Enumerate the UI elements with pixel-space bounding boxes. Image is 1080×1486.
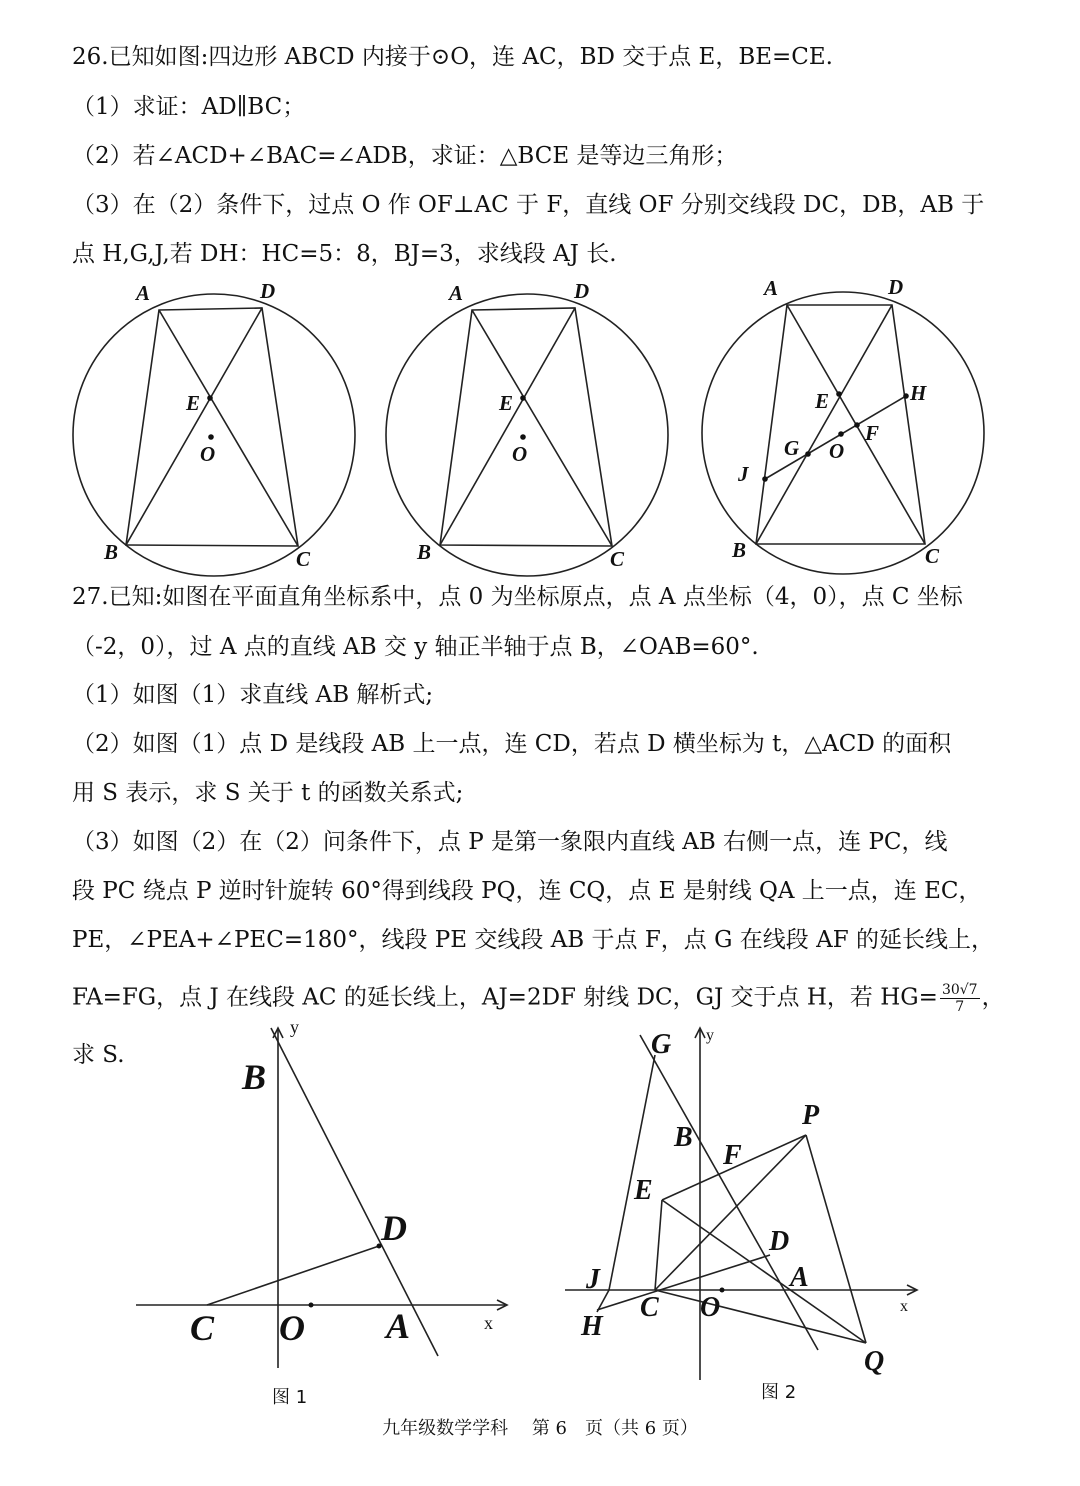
fig2-label-h: H (581, 1311, 603, 1342)
label-c-2: C (610, 547, 625, 571)
fig2-segment-pq (806, 1135, 866, 1343)
fig1-label-a: A (386, 1306, 411, 1346)
label-e-3: E (815, 389, 830, 413)
point-o-2 (520, 434, 526, 440)
label-o-3: O (829, 439, 845, 463)
fig1-unit-mark (309, 1303, 314, 1308)
quad-abcd-3 (756, 305, 925, 544)
fig1-label-b: B (242, 1057, 267, 1097)
point-e-1 (207, 395, 213, 401)
label-c-1: C (296, 547, 311, 571)
label-a-2: A (449, 281, 464, 305)
fig2-label-e: E (634, 1175, 653, 1206)
label-o-2: O (512, 442, 528, 466)
label-g-3: G (784, 436, 800, 460)
fig2-segment-ec (655, 1200, 662, 1290)
label-h-3: H (910, 381, 927, 405)
quad-abcd-2 (440, 308, 612, 546)
fig2-caption: 图 2 (761, 1382, 797, 1403)
q27-part3a: （3）如图（2）在（2）问条件下，点 P 是第一象限内直线 AB 右侧一点，连 PC，线 (72, 829, 948, 855)
fig2-label-q: Q (864, 1346, 885, 1377)
fig2-label-p: P (802, 1100, 820, 1131)
fig2-label-f: F (723, 1140, 742, 1171)
label-e-2: E (499, 391, 514, 415)
label-a-3: A (764, 276, 779, 300)
fig1-caption: 图 1 (272, 1387, 308, 1408)
q27-part3e: 求 S. (72, 1042, 125, 1068)
q27-part1: （1）如图（1）求直线 AB 解析式; (72, 682, 434, 708)
fig1-label-y: y (290, 1017, 299, 1037)
circle-1 (73, 294, 355, 576)
fig2-segment-eq (662, 1200, 866, 1343)
hg-denominator: 7 (955, 999, 965, 1015)
fig2-label-y: y (706, 1027, 714, 1044)
fig1-line-ab (271, 1028, 438, 1356)
label-a-1: A (136, 281, 151, 305)
fig2-label-a: A (790, 1262, 809, 1293)
q26-part1: （1）求证：AD∥BC； (72, 94, 306, 120)
circle-2 (386, 294, 668, 576)
quad-abcd-1 (126, 308, 298, 546)
label-b-3: B (732, 538, 747, 562)
fig2-segment-gj (609, 1055, 655, 1290)
fig2-ray-dc (597, 1255, 770, 1310)
label-o-1: O (200, 442, 216, 466)
fig2-label-g: G (651, 1029, 672, 1060)
q27-stem-b: （-2，0），过 A 点的直线 AB 交 y 轴正半轴于点 B，∠OAB=60°. (72, 634, 759, 660)
diag-ac-1 (159, 310, 298, 546)
hg-numerator: 30√7 (941, 982, 978, 998)
q26-part2: （2）若∠ACD+∠BAC=∠ADB，求证：△BCE 是等边三角形； (72, 143, 738, 169)
label-d-1: D (260, 279, 276, 303)
label-c-3: C (925, 544, 940, 568)
diag-bd-2 (440, 308, 575, 545)
point-o-3 (838, 431, 844, 437)
fig1-segment-cd (207, 1246, 379, 1305)
label-j-3: J (738, 462, 749, 486)
fig1-label-c: C (190, 1308, 215, 1348)
fig2-line-ab (640, 1035, 818, 1350)
fig2-unit-mark (720, 1288, 725, 1293)
fig2-label-o: O (700, 1292, 721, 1323)
point-o-1 (208, 434, 214, 440)
label-e-1: E (186, 391, 201, 415)
diag-bd-1 (126, 308, 262, 545)
q27-part3c: PE，∠PEA+∠PEC=180°，线段 PE 交线段 AB 于点 F，点 G 在线段 AF 的延长线上， (72, 927, 994, 953)
fig2-label-b: B (674, 1122, 693, 1153)
q27-part3d-end: ， (981, 984, 1005, 1011)
fig2-label-x: x (900, 1298, 908, 1315)
fig1-label-d: D (381, 1208, 407, 1248)
q26-part3a: （3）在（2）条件下，过点 O 作 OF⊥AC 于 F，直线 OF 分别交线段 DC，DB，AB 于 (72, 192, 985, 218)
q27-stem-a: 27.已知:如图在平面直角坐标系中，点 0 为坐标原点，点 A 点坐标（4，0），点 C 坐标 (72, 584, 963, 610)
q27-part2b: 用 S 表示，求 S 关于 t 的函数关系式; (72, 780, 464, 806)
label-d-3: D (888, 275, 904, 299)
q27-part2a: （2）如图（1）点 D 是线段 AB 上一点，连 CD，若点 D 横坐标为 t，△ACD 的面积 (72, 731, 952, 757)
fig2-label-c: C (640, 1292, 659, 1323)
diag-ac-2 (472, 310, 612, 546)
label-d-2: D (574, 279, 590, 303)
fig2-label-j: J (586, 1264, 600, 1295)
fig2-segment-cq (655, 1290, 866, 1343)
q26-part3b: 点 H,G,J,若 DH：HC=5：8，BJ=3，求线段 AJ 长. (72, 241, 617, 267)
q27-part3b: 段 PC 绕点 P 逆时针旋转 60°得到线段 PQ，连 CQ，点 E 是射线 QA 上一点，连 EC， (72, 878, 982, 904)
fig2-label-d: D (769, 1226, 790, 1257)
point-e-3 (836, 391, 842, 397)
fig1-label-o: O (279, 1308, 305, 1348)
q27-part3d-text: FA=FG，点 J 在线段 AC 的延长线上，AJ=2DF 射线 DC，GJ 交于点 H，若 HG= (72, 984, 938, 1011)
point-e-2 (520, 395, 526, 401)
point-g-3 (805, 451, 811, 457)
label-b-1: B (104, 540, 119, 564)
point-j-3 (762, 476, 768, 482)
label-f-3: F (865, 421, 880, 445)
fig1-label-x: x (484, 1313, 493, 1333)
q26-stem: 26.已知如图:四边形 ABCD 内接于⊙O，连 AC，BD 交于点 E，BE=CE. (72, 44, 833, 70)
point-h-3 (903, 393, 909, 399)
page-footer: 九年级数学学科 第 6 页（共 6 页） (382, 1418, 698, 1439)
point-f-3 (854, 422, 860, 428)
label-b-2: B (417, 540, 432, 564)
